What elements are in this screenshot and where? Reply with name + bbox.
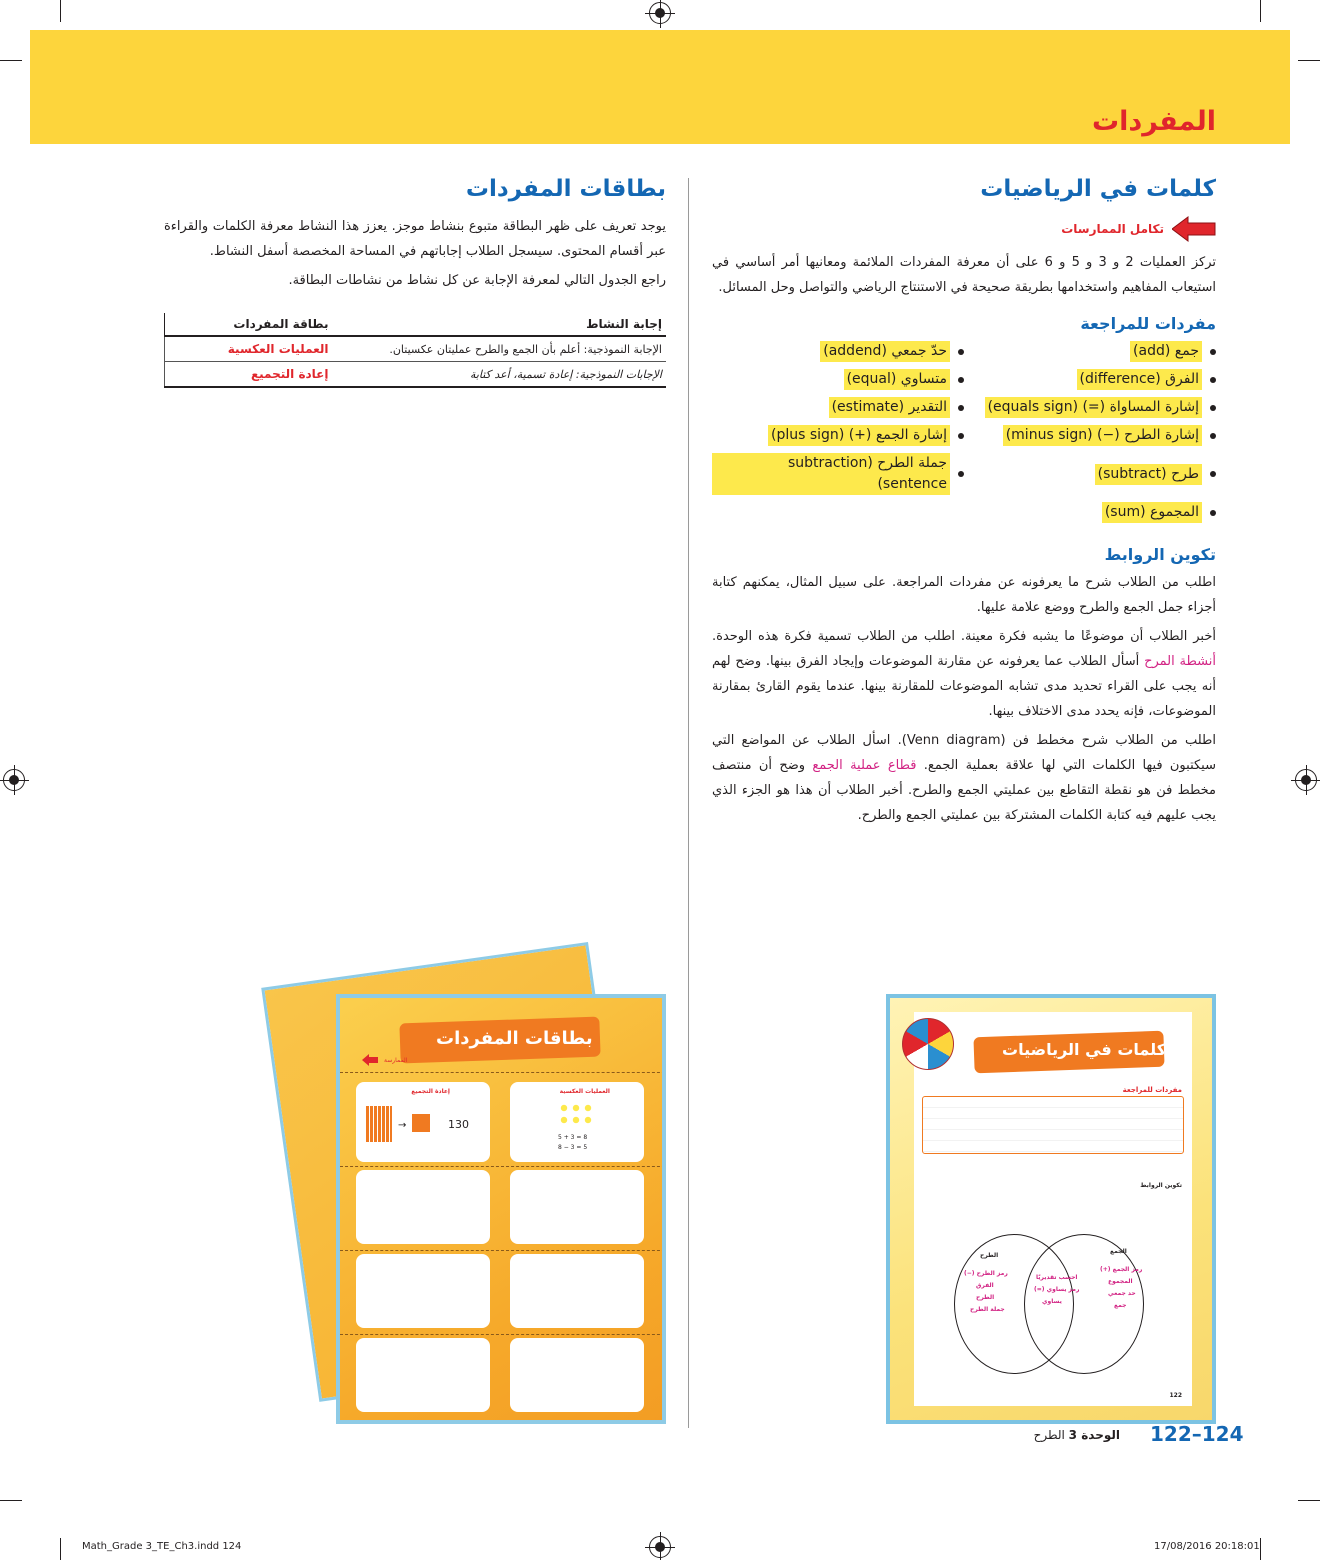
bullet-icon — [1210, 377, 1216, 383]
intro-paragraph: تركز العمليات 2 و 3 و 5 و 6 على أن معرفة المفردات الملائمة ومعانيها أمر أساسي في استيعاب المفاهيم واستخدامها بطريقة صحيحة في الاستنتاج الرياضي والتواصل وحل المسائل. — [712, 255, 1216, 295]
arrow-icon — [362, 1054, 378, 1066]
venn-word: الفرق — [976, 1282, 994, 1289]
blank-card — [356, 1338, 490, 1412]
links-title: تكوين الروابط — [1104, 545, 1216, 564]
table-header-row — [165, 313, 667, 336]
vocab-word: إشارة الجمع (+) (plus sign) — [768, 425, 950, 446]
venn-word: حد جمعي — [1108, 1290, 1136, 1297]
registration-mark-icon — [3, 769, 25, 791]
vocab-card — [356, 1082, 490, 1162]
list-item — [712, 341, 964, 362]
crop-mark — [1298, 60, 1320, 61]
crop-mark — [60, 1538, 61, 1560]
review-words-list — [712, 341, 1216, 523]
table-cell-answer: الإجابات النموذجية: إعادة تسمية، أعد كتابة — [333, 362, 667, 388]
bullet-icon — [1210, 471, 1216, 477]
venn-word: رمز الطرح (−) — [964, 1270, 1008, 1277]
crop-mark — [0, 60, 22, 61]
vocab-word: إشارة الطرح (−) (minus sign) — [1003, 425, 1202, 446]
venn-word: جمع — [1114, 1302, 1127, 1309]
math-words-title: كلمات في الرياضيات — [980, 176, 1216, 202]
venn-word: رمز يساوي (=) — [1034, 1286, 1080, 1293]
list-item — [964, 397, 1216, 418]
vocab-word: التقدير (estimate) — [829, 397, 950, 418]
arrow-icon: → — [398, 1120, 407, 1131]
crop-mark — [1260, 1538, 1261, 1560]
text-span: وضح أن منتصف مخطط فن هو نقطة التقاطع بين عمليتي الجمع والطرح. أخبر الطلاب أن هذا هو الجزء الذي يجب عليهم فيه كتابة الكلمات المشتركة بين عمليتي الجمع والطرح. — [712, 758, 1216, 823]
list-item — [964, 502, 1216, 523]
crop-mark — [1298, 1500, 1320, 1501]
worksheet-links-title: تكوين الروابط — [1140, 1182, 1182, 1189]
vocab-word: حدّ جمعي (addend) — [820, 341, 950, 362]
bullet-icon — [1210, 349, 1216, 355]
hundred-block-image — [412, 1114, 430, 1132]
list-item — [964, 425, 1216, 446]
venn-word: المجموع — [1108, 1278, 1133, 1285]
blank-card — [510, 1170, 644, 1244]
table-row — [165, 362, 667, 388]
practice-label-text: تكامل الممارسات — [1061, 222, 1164, 236]
worksheet-review-title: مفردات للمراجعة — [1122, 1086, 1182, 1094]
cut-line — [340, 1334, 666, 1335]
blank-card — [356, 1170, 490, 1244]
vocab-cards-paragraph-2: راجع الجدول التالي لمعرفة الإجابة عن كل نشاط من نشاطات البطاقة. — [288, 273, 666, 288]
vocab-cards-title: بطاقات المفردات — [465, 176, 666, 202]
vocab-word: متساوي (equal) — [844, 369, 950, 390]
math-words-section — [712, 176, 1216, 828]
vocab-word: إشارة المساواة (=) (equals sign) — [985, 397, 1202, 418]
venn-word: رمز الجمع (+) — [1100, 1266, 1143, 1273]
vocab-word: جملة الطرح (subtraction sentence) — [712, 453, 950, 495]
page-title: المفردات — [1092, 106, 1216, 137]
text-span: أسأل الطلاب عما يعرفونه عن مقارنة الموضوعات وإيجاد الفرق بينها. وضح لهم أنه يجب على القراء تحديد مدى تشابه الموضوعات للمقارنة بينها. عندما يقوم القارئ بمقارنة الموضوعات، فإنه يحدد مدى الاختلاف بينها. — [712, 654, 1216, 719]
page-range: 122–124 — [1150, 1422, 1244, 1446]
card-title: إعادة التجميع — [411, 1088, 450, 1095]
slug-file: Math_Grade 3_TE_Ch3.indd 124 — [82, 1541, 242, 1552]
worksheet-banner-text: كلمات في الرياضيات — [1002, 1040, 1166, 1059]
vocab-cards-worksheet-image — [336, 994, 666, 1424]
vocab-word: طرح (subtract) — [1095, 464, 1202, 485]
counters-image — [558, 1102, 594, 1126]
bullet-icon — [958, 349, 964, 355]
list-item — [964, 369, 1216, 390]
venn-label: الجمع — [1110, 1248, 1127, 1255]
venn-word: يساوي — [1042, 1298, 1062, 1305]
footer-unit — [1034, 1428, 1120, 1442]
card-title: العمليات العكسية — [559, 1088, 610, 1095]
practice-label — [712, 216, 1216, 242]
beach-ball-image — [902, 1018, 954, 1070]
list-item — [712, 369, 964, 390]
list-item — [964, 341, 1216, 362]
venn-word: احسب تقديريًا — [1036, 1274, 1078, 1281]
card-equation: 8 − 3 = 5 — [558, 1144, 588, 1151]
addition-sector-term: قطاع عملية الجمع — [812, 758, 917, 773]
table-row — [165, 336, 667, 362]
card-value: 130 — [448, 1118, 469, 1131]
arrow-icon — [1172, 216, 1216, 242]
bullet-icon — [958, 433, 964, 439]
activity-link: أنشطة المرح — [1144, 654, 1216, 669]
venn-word: جملة الطرح — [970, 1306, 1005, 1313]
vocab-cards-paragraph-1: يوجد تعريف على ظهر البطاقة متبوع بنشاط موجز. يعزز هذا النشاط معرفة الكلمات والقراءة عبر أقسام المحتوى. سيسجل الطلاب إجاباتهم في المساحة المخصصة أسفل النشاط. — [164, 219, 666, 259]
vocab-word: المجموع (sum) — [1102, 502, 1202, 523]
links-paragraph-2 — [712, 624, 1216, 724]
review-title: مفردات للمراجعة — [1080, 314, 1216, 333]
footer-unit-name: الطرح — [1033, 1428, 1065, 1442]
worksheet-banner-text: بطاقات المفردات — [436, 1028, 593, 1049]
worksheet-page — [914, 1012, 1192, 1406]
table-cell-card: إعادة التجميع — [165, 362, 333, 388]
bullet-icon — [958, 471, 964, 477]
footer-unit-label: الوحدة 3 — [1068, 1428, 1120, 1442]
table-header-card: بطاقة المفردات — [165, 313, 333, 336]
venn-label: الطرح — [980, 1252, 999, 1259]
tens-blocks-image — [366, 1106, 392, 1142]
crop-mark — [60, 0, 61, 22]
worksheet-practice-label: الممارسة — [384, 1057, 408, 1064]
bullet-icon — [1210, 433, 1216, 439]
answers-table — [164, 313, 666, 388]
list-item — [712, 397, 964, 418]
card-equation: 5 + 3 = 8 — [558, 1134, 588, 1141]
crop-mark — [1260, 0, 1261, 22]
worksheet-page-number: 122 — [1169, 1392, 1182, 1399]
venn-word: الطرح — [976, 1294, 995, 1301]
blank-card — [356, 1254, 490, 1328]
cut-line — [340, 1166, 666, 1167]
registration-mark-icon — [649, 1536, 671, 1558]
worksheet-review-box — [922, 1096, 1184, 1154]
cut-line — [340, 1072, 666, 1073]
table-cell-card: العمليات العكسية — [165, 336, 333, 362]
text-span: أخبر الطلاب أن موضوعًا ما يشبه فكرة معينة. اطلب من الطلاب تسمية فكرة هذه الوحدة. — [712, 629, 1216, 644]
registration-mark-icon — [649, 2, 671, 24]
bullet-icon — [958, 377, 964, 383]
registration-mark-icon — [1295, 769, 1317, 791]
list-item — [964, 453, 1216, 495]
bullet-icon — [958, 405, 964, 411]
crop-mark — [0, 1500, 22, 1501]
links-paragraph-3 — [712, 728, 1216, 828]
blank-card — [510, 1254, 644, 1328]
cut-line — [340, 1250, 666, 1251]
math-words-worksheet-image — [886, 994, 1216, 1424]
column-divider — [688, 178, 689, 1428]
table-header-activity: إجابة النشاط — [333, 313, 667, 336]
text-span: اطلب من الطلاب شرح مخطط فن (Venn diagram). اسأل الطلاب عن المواضع التي سيكتبون فيها الكلمات التي لها علاقة بعملية الجمع. — [712, 733, 1216, 773]
slug-date: 17/08/2016 20:18:01 — [1154, 1541, 1260, 1552]
list-item — [712, 453, 964, 495]
links-paragraph-1: اطلب من الطلاب شرح ما يعرفونه عن مفردات المراجعة. على سبيل المثال، يمكنهم كتابة أجزاء جمل الجمع والطرح ووضع علامة عليها. — [712, 575, 1216, 615]
bullet-icon — [1210, 510, 1216, 516]
table-cell-answer: الإجابة النموذجية: أعلم بأن الجمع والطرح عمليتان عكسيتان. — [333, 336, 667, 362]
blank-card — [510, 1338, 644, 1412]
vocab-word: الفرق (difference) — [1077, 369, 1203, 390]
vocab-word: جمع (add) — [1130, 341, 1202, 362]
bullet-icon — [1210, 405, 1216, 411]
list-item — [712, 425, 964, 446]
vocab-card — [510, 1082, 644, 1162]
vocab-cards-section — [164, 176, 666, 388]
